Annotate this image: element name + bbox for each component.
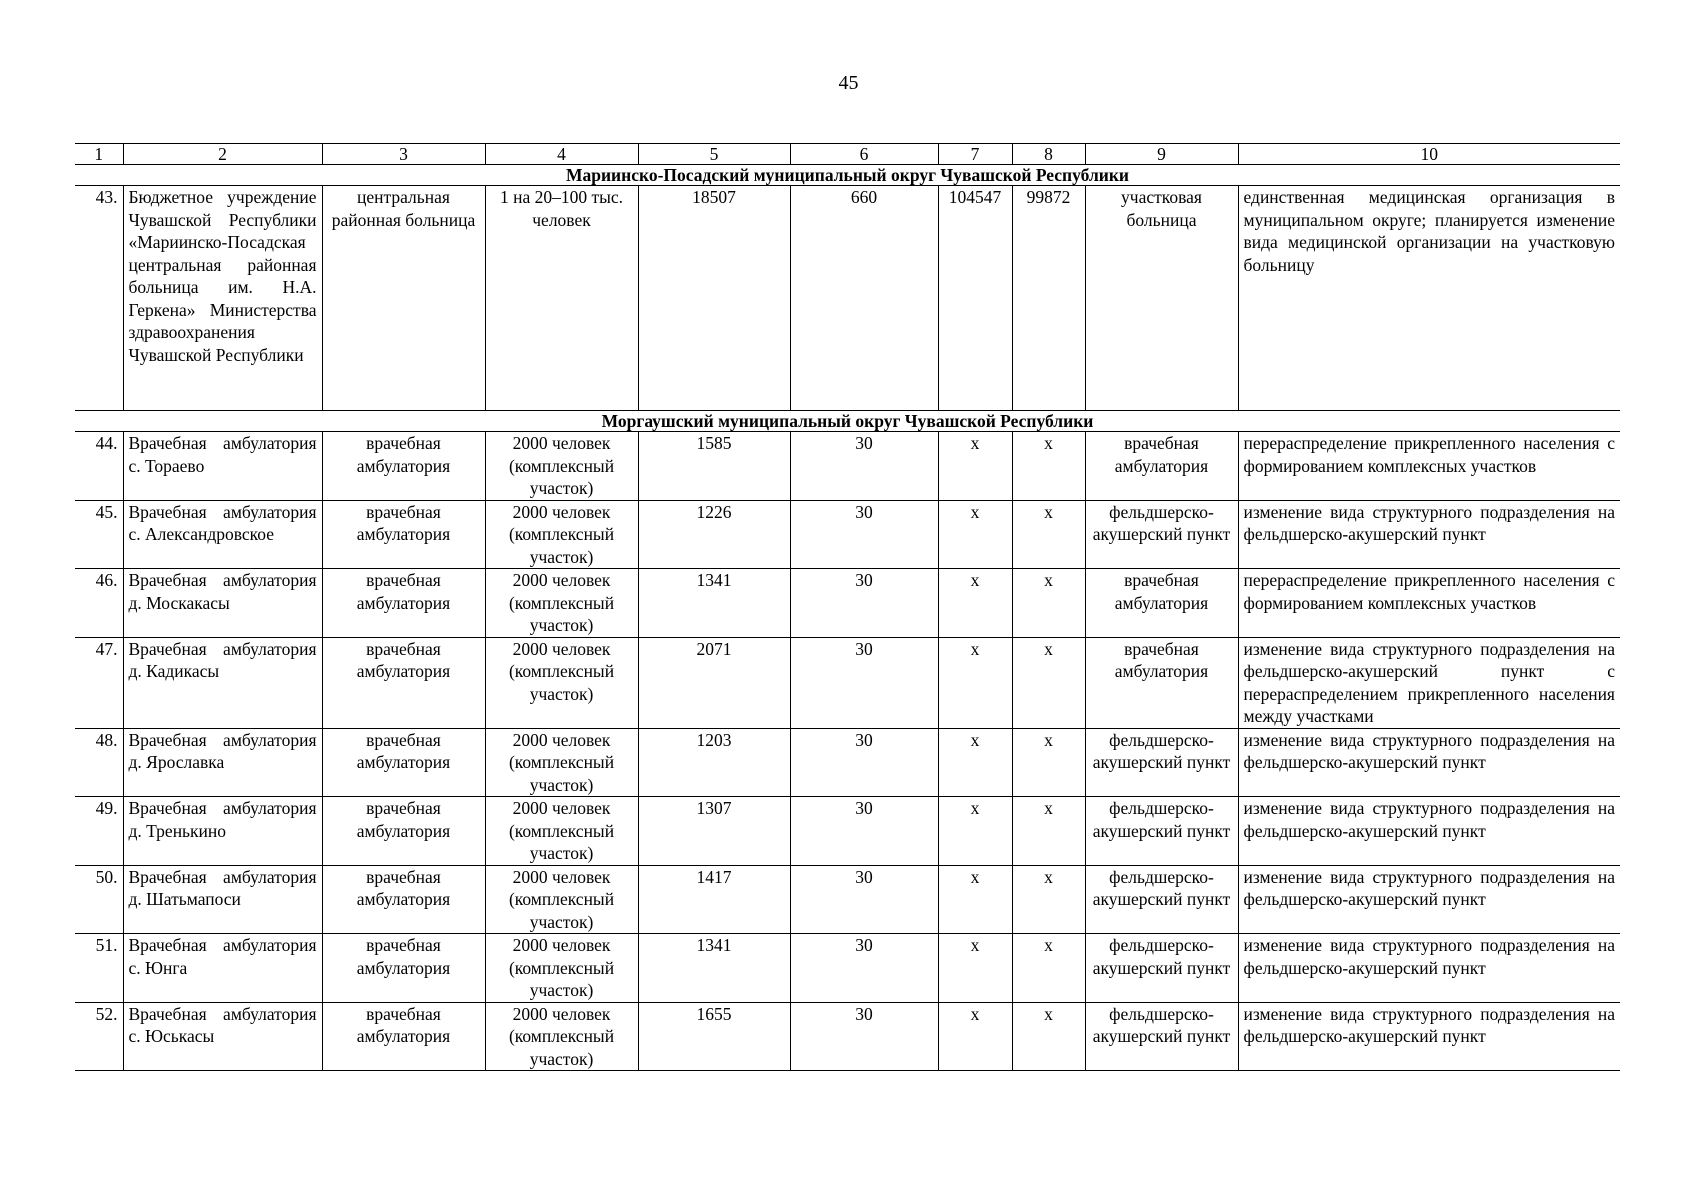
table-row xyxy=(75,865,1620,934)
population-norm: 2000 человек (комплексный участок) xyxy=(485,637,638,728)
column-7-value: 104547 xyxy=(938,186,1012,411)
column-7-value: х xyxy=(938,797,1012,866)
population-norm: 2000 человек (комплексный участок) xyxy=(485,569,638,638)
section-title: Мариинско-Посадский муниципальный округ Чувашской Республики xyxy=(75,165,1620,186)
row-number: 52. xyxy=(75,1002,123,1071)
facility-name: Врачебная амбулатория д. Москакасы xyxy=(123,569,322,638)
column-6-value: 30 xyxy=(790,1002,938,1071)
column-number: 7 xyxy=(938,144,1012,165)
column-5-value: 1226 xyxy=(638,500,790,569)
column-number-row xyxy=(75,144,1620,165)
row-number: 46. xyxy=(75,569,123,638)
planned-measures: перераспределение прикрепленного населения с формированием комплексных участков xyxy=(1238,569,1620,638)
table-body xyxy=(75,144,1620,1071)
planned-type: фельдшерско-акушерский пункт xyxy=(1085,865,1238,934)
column-number: 1 xyxy=(75,144,123,165)
facility-type: врачебная амбулатория xyxy=(322,1002,485,1071)
column-6-value: 30 xyxy=(790,569,938,638)
column-5-value: 2071 xyxy=(638,637,790,728)
column-8-value: х xyxy=(1012,934,1085,1003)
facilities-table xyxy=(75,143,1620,1071)
planned-measures: перераспределение прикрепленного населения с формированием комплексных участков xyxy=(1238,432,1620,501)
column-number: 10 xyxy=(1238,144,1620,165)
column-5-value: 1341 xyxy=(638,934,790,1003)
planned-measures: изменение вида структурного подразделения на фельдшерско-акушерский пункт xyxy=(1238,1002,1620,1071)
section-title: Моргаушский муниципальный округ Чувашской Республики xyxy=(75,411,1620,432)
facility-name: Врачебная амбулатория с. Юськасы xyxy=(123,1002,322,1071)
column-5-value: 1417 xyxy=(638,865,790,934)
planned-measures: изменение вида структурного подразделения на фельдшерско-акушерский пункт с перераспределением прикрепленного населения между участками xyxy=(1238,637,1620,728)
facility-type: врачебная амбулатория xyxy=(322,432,485,501)
planned-type: фельдшерско-акушерский пункт xyxy=(1085,728,1238,797)
row-number: 49. xyxy=(75,797,123,866)
facility-name: Врачебная амбулатория с. Александровское xyxy=(123,500,322,569)
column-number: 8 xyxy=(1012,144,1085,165)
column-7-value: х xyxy=(938,500,1012,569)
planned-type: фельдшерско-акушерский пункт xyxy=(1085,500,1238,569)
page-number: 45 xyxy=(838,72,859,94)
column-7-value: х xyxy=(938,728,1012,797)
column-7-value: х xyxy=(938,569,1012,638)
column-8-value: х xyxy=(1012,865,1085,934)
planned-type: участковая больница xyxy=(1085,186,1238,411)
column-6-value: 660 xyxy=(790,186,938,411)
row-number: 43. xyxy=(75,186,123,411)
column-7-value: х xyxy=(938,637,1012,728)
column-5-value: 1341 xyxy=(638,569,790,638)
column-8-value: х xyxy=(1012,1002,1085,1071)
table-row xyxy=(75,186,1620,411)
column-number: 5 xyxy=(638,144,790,165)
facility-name: Врачебная амбулатория д. Кадикасы xyxy=(123,637,322,728)
column-7-value: х xyxy=(938,865,1012,934)
column-6-value: 30 xyxy=(790,728,938,797)
column-7-value: х xyxy=(938,934,1012,1003)
facility-type: врачебная амбулатория xyxy=(322,865,485,934)
population-norm: 2000 человек (комплексный участок) xyxy=(485,500,638,569)
population-norm: 2000 человек (комплексный участок) xyxy=(485,797,638,866)
planned-type: фельдшерско-акушерский пункт xyxy=(1085,797,1238,866)
column-7-value: х xyxy=(938,432,1012,501)
column-5-value: 18507 xyxy=(638,186,790,411)
planned-type: врачебная амбулатория xyxy=(1085,432,1238,501)
row-number: 44. xyxy=(75,432,123,501)
facility-name: Врачебная амбулатория д. Ярославка xyxy=(123,728,322,797)
column-6-value: 30 xyxy=(790,500,938,569)
facility-name: Врачебная амбулатория с. Юнга xyxy=(123,934,322,1003)
table-row xyxy=(75,500,1620,569)
column-8-value: 99872 xyxy=(1012,186,1085,411)
row-number: 47. xyxy=(75,637,123,728)
facility-name: Бюджетное учреждение Чувашской Республики «Мариинско-Посадская центральная районная больница им. Н.А. Геркена» Министерства здравоохранения Чувашской Республики xyxy=(123,186,322,411)
facility-name: Врачебная амбулатория с. Тораево xyxy=(123,432,322,501)
section-header-row xyxy=(75,165,1620,186)
population-norm: 1 на 20–100 тыс. человек xyxy=(485,186,638,411)
population-norm: 2000 человек (комплексный участок) xyxy=(485,432,638,501)
row-number: 51. xyxy=(75,934,123,1003)
column-number: 2 xyxy=(123,144,322,165)
row-number: 45. xyxy=(75,500,123,569)
facility-type: врачебная амбулатория xyxy=(322,500,485,569)
column-8-value: х xyxy=(1012,797,1085,866)
column-number: 6 xyxy=(790,144,938,165)
column-8-value: х xyxy=(1012,432,1085,501)
planned-type: врачебная амбулатория xyxy=(1085,569,1238,638)
table-row xyxy=(75,637,1620,728)
planned-type: фельдшерско-акушерский пункт xyxy=(1085,1002,1238,1071)
population-norm: 2000 человек (комплексный участок) xyxy=(485,865,638,934)
planned-measures: изменение вида структурного подразделения на фельдшерско-акушерский пункт xyxy=(1238,500,1620,569)
facility-name: Врачебная амбулатория д. Тренькино xyxy=(123,797,322,866)
column-7-value: х xyxy=(938,1002,1012,1071)
population-norm: 2000 человек (комплексный участок) xyxy=(485,728,638,797)
facility-type: центральная районная больница xyxy=(322,186,485,411)
row-number: 50. xyxy=(75,865,123,934)
column-5-value: 1203 xyxy=(638,728,790,797)
column-5-value: 1585 xyxy=(638,432,790,501)
planned-type: врачебная амбулатория xyxy=(1085,637,1238,728)
column-number: 9 xyxy=(1085,144,1238,165)
table-row xyxy=(75,934,1620,1003)
facility-type: врачебная амбулатория xyxy=(322,728,485,797)
population-norm: 2000 человек (комплексный участок) xyxy=(485,934,638,1003)
column-8-value: х xyxy=(1012,569,1085,638)
column-8-value: х xyxy=(1012,500,1085,569)
section-header-row xyxy=(75,411,1620,432)
planned-measures: изменение вида структурного подразделения на фельдшерско-акушерский пункт xyxy=(1238,934,1620,1003)
planned-measures: единственная медицинская организация в муниципальном округе; планируется изменение вида медицинской организации на участковую больницу xyxy=(1238,186,1620,411)
table-row xyxy=(75,569,1620,638)
column-number: 4 xyxy=(485,144,638,165)
population-norm: 2000 человек (комплексный участок) xyxy=(485,1002,638,1071)
column-5-value: 1655 xyxy=(638,1002,790,1071)
facility-type: врачебная амбулатория xyxy=(322,569,485,638)
table-row xyxy=(75,1002,1620,1071)
planned-measures: изменение вида структурного подразделения на фельдшерско-акушерский пункт xyxy=(1238,797,1620,866)
column-6-value: 30 xyxy=(790,432,938,501)
column-number: 3 xyxy=(322,144,485,165)
column-6-value: 30 xyxy=(790,797,938,866)
facility-type: врачебная амбулатория xyxy=(322,934,485,1003)
planned-measures: изменение вида структурного подразделения на фельдшерско-акушерский пункт xyxy=(1238,728,1620,797)
facility-type: врачебная амбулатория xyxy=(322,797,485,866)
column-8-value: х xyxy=(1012,728,1085,797)
column-6-value: 30 xyxy=(790,637,938,728)
column-6-value: 30 xyxy=(790,934,938,1003)
facility-name: Врачебная амбулатория д. Шатьмапоси xyxy=(123,865,322,934)
facility-type: врачебная амбулатория xyxy=(322,637,485,728)
planned-measures: изменение вида структурного подразделения на фельдшерско-акушерский пункт xyxy=(1238,865,1620,934)
planned-type: фельдшерско-акушерский пункт xyxy=(1085,934,1238,1003)
table-row xyxy=(75,432,1620,501)
table-row xyxy=(75,728,1620,797)
row-number: 48. xyxy=(75,728,123,797)
column-6-value: 30 xyxy=(790,865,938,934)
column-8-value: х xyxy=(1012,637,1085,728)
table-row xyxy=(75,797,1620,866)
column-5-value: 1307 xyxy=(638,797,790,866)
